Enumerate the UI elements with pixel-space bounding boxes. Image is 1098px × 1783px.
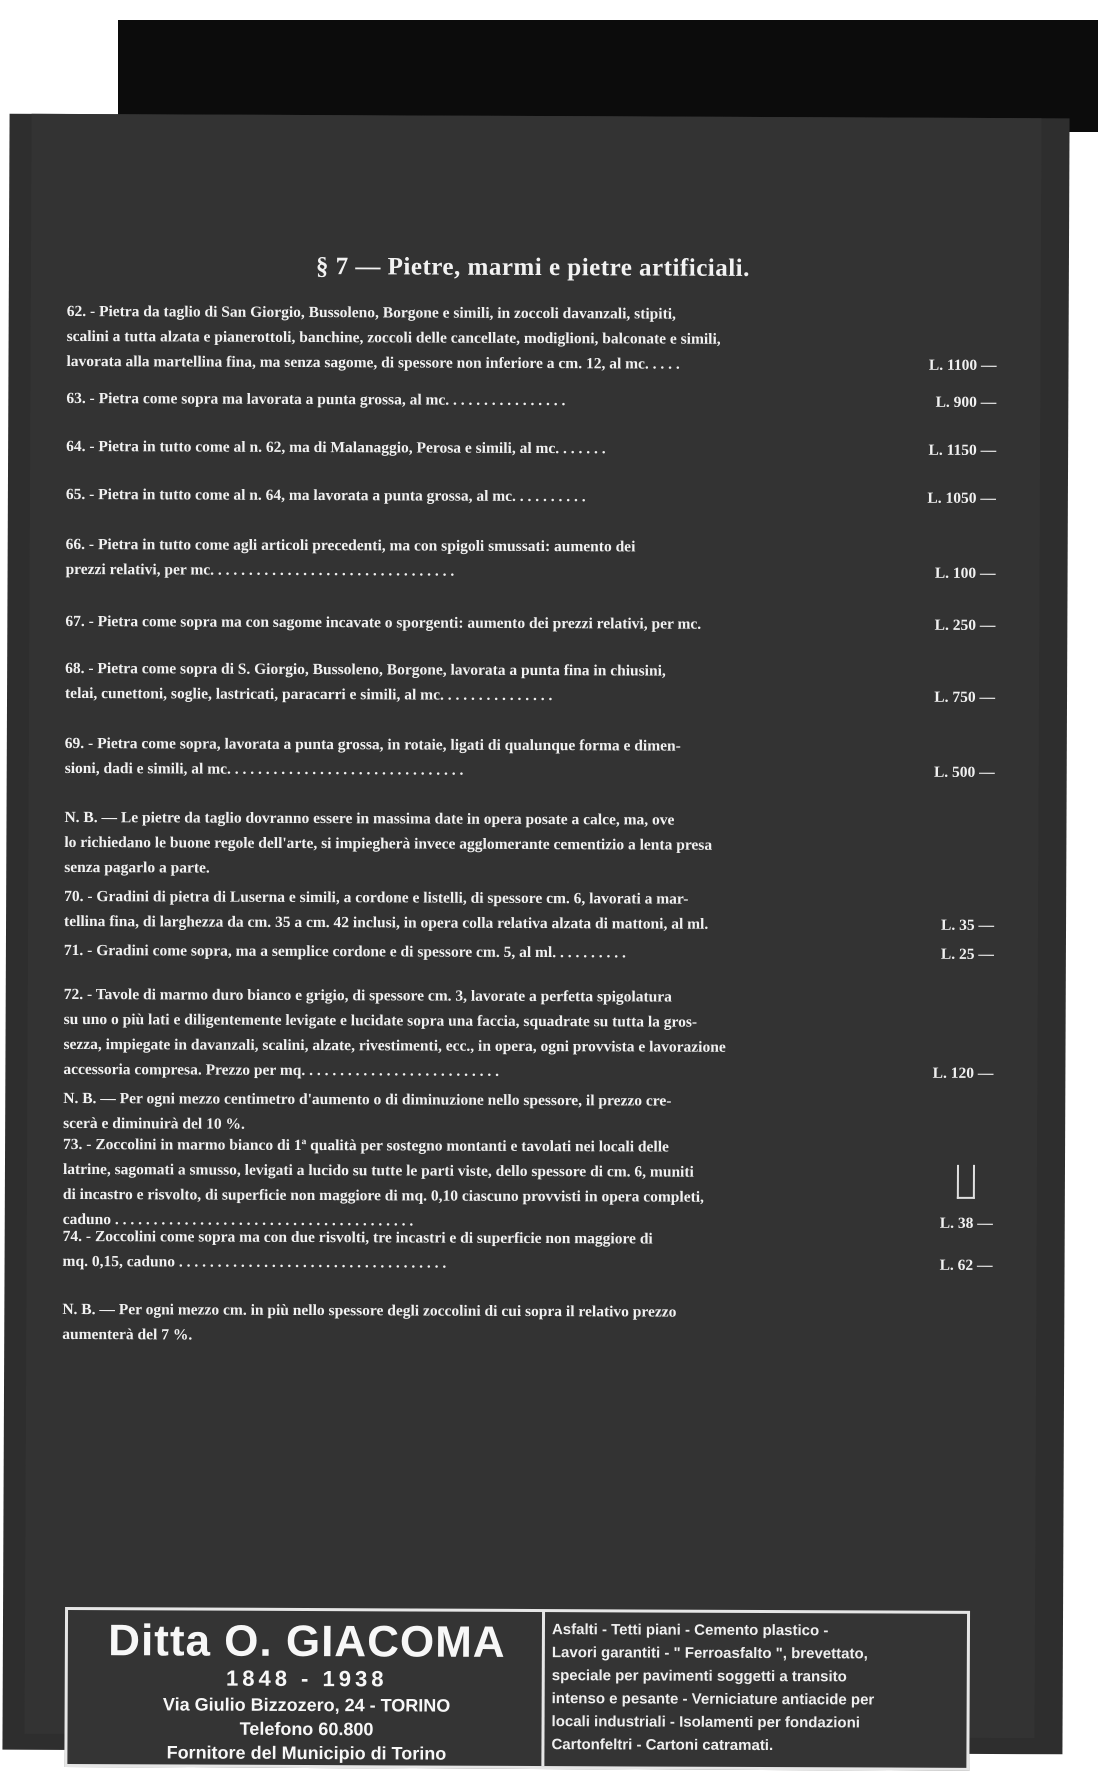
article-price: L. 100 — xyxy=(934,564,996,583)
article-price: L. 1150 — xyxy=(928,441,997,460)
article-73 xyxy=(62,1132,993,1236)
article-line: 63. - Pietra come sopra ma lavorata a punta grossa, al mc. . . . . . . . . . . . . . . . L. 900 — xyxy=(66,386,986,415)
article-line: N. B. — Per ogni mezzo cm. in più nello spessore degli zoccolini di cui sopra il relativo prezzo xyxy=(62,1300,677,1321)
ad-divider xyxy=(541,1612,545,1766)
article-line: sezza, impiegate in davanzali, scalini, alzate, rivestimenti, ecc., in opera, ogni provvista e lavorazione xyxy=(63,1035,726,1056)
article-line: caduno . . . . . . . . . . . . . . . . . . . . . . . . . . . . . . . . . . . . . . . L. 38 — xyxy=(63,1207,983,1236)
article-line: scerà e diminuirà del 10 %. xyxy=(63,1114,245,1133)
article-line: prezzi relativi, per mc. . . . . . . . . . . . . . . . . . . . . . . . . . . . . . . . L. 100 — xyxy=(66,557,986,586)
article-line: 62. - Pietra da taglio di San Giorgio, Bussoleno, Borgone e simili, in zoccoli davanzali, stipiti, xyxy=(66,302,676,323)
article-line: 65. - Pietra in tutto come al n. 64, ma lavorata a punta grossa, al mc. . . . . . . . . . L. 1050 — xyxy=(66,482,986,511)
ad-supplier: Fornitore del Municipio di Torino xyxy=(166,1742,447,1764)
article-line: 73. - Zoccolini in marmo bianco di 1ª qualità per sostegno montanti e tavolati nei locali delle xyxy=(63,1135,669,1156)
article-price: L. 62 — xyxy=(939,1256,993,1274)
article-line: 66. - Pietra in tutto come agli articoli precedenti, ma con spigoli smussati: aumento dei xyxy=(65,535,636,556)
section-title: § 7 — Pietre, marmi e pietre artificiali. xyxy=(315,253,750,282)
article-nb1 xyxy=(64,805,984,884)
article-63 xyxy=(66,386,997,415)
article-price: L. 900 — xyxy=(935,393,997,412)
article-line: su uno o più lati e diligentemente levigate e lucidate sopra una faccia, squadrate su tutta la gros- xyxy=(63,1010,698,1031)
article-line: latrine, sagomati a smusso, levigati a lucido su tutte le parti viste, dello spessore di cm. 6, muniti xyxy=(62,1160,694,1181)
article-70 xyxy=(64,884,995,938)
article-line: sioni, dadi e simili, al mc. . . . . . . . . . . . . . . . . . . . . . . . . . . . . . . L. 500 — xyxy=(65,756,985,785)
article-line: N. B. — Per ogni mezzo centimetro d'aumento o di diminuzione nello spessore, il prezzo cre- xyxy=(63,1089,672,1110)
article-66 xyxy=(65,532,996,586)
document-page xyxy=(2,114,1069,1764)
ad-phone: Telefono 60.800 xyxy=(239,1718,374,1740)
article-line: scalini a tutta alzata e pianerottoli, banchine, zoccoli delle cancellate, modiglioni, balconate e simili, xyxy=(66,327,721,348)
article-line: 74. - Zoccolini come sopra ma con due risvolti, tre incastri e di superficie non maggiore di xyxy=(62,1227,653,1248)
article-line: accessoria compresa. Prezzo per mq. . . . . . . . . . . . . . . . . . . . . . . . . . L. 120 — xyxy=(63,1057,983,1086)
ad-service-line: Lavori garantiti - " Ferroasfalto ", brevettato, xyxy=(551,1644,868,1663)
article-price: L. 1100 — xyxy=(928,356,997,375)
article-price: L. 35 — xyxy=(941,916,995,934)
article-line: senza pagarlo a parte. xyxy=(64,858,210,877)
article-72 xyxy=(63,982,994,1086)
ad-company-name: Ditta O. GIACOMA xyxy=(108,1616,506,1667)
article-line: 70. - Gradini di pietra di Luserna e simili, a cordone e listelli, di spessore cm. 6, lavorati a mar- xyxy=(64,887,689,908)
corner-bracket-mark xyxy=(957,1165,975,1199)
article-line: 67. - Pietra come sopra ma con sagome incavate o sporgenti: aumento dei prezzi relativi, per mc. L. 250 — xyxy=(65,609,985,638)
article-67 xyxy=(65,609,996,638)
advertisement-box xyxy=(64,1607,970,1771)
article-69 xyxy=(64,731,995,785)
article-price: L. 120 — xyxy=(932,1064,994,1082)
article-line: 69. - Pietra come sopra, lavorata a punta grossa, in rotaie, ligati di qualunque forma e dimen- xyxy=(64,734,681,755)
article-71 xyxy=(63,938,994,967)
article-price: L. 1050 — xyxy=(927,489,996,508)
article-line: lo richiedano le buone regole dell'arte, si impiegherà invece agglomerante cementizio a lenta presa xyxy=(64,833,713,854)
article-line: di incastro e risvolto, di superficie non maggiore di mq. 0,10 ciascuno provvisti in opera completi, xyxy=(62,1185,704,1206)
ad-service-line: speciale per pavimenti soggetti a transito xyxy=(551,1667,847,1686)
ad-service-line: Asfalti - Tetti piani - Cemento plastico - xyxy=(551,1621,829,1640)
article-line: aumenterà del 7 %. xyxy=(62,1325,193,1344)
article-price: L. 250 — xyxy=(934,616,996,635)
ad-service-line: intenso e pesante - Verniciature antiacide per xyxy=(551,1690,875,1709)
article-price: L. 38 — xyxy=(939,1214,993,1232)
article-nb3 xyxy=(62,1297,982,1351)
article-line: 64. - Pietra in tutto come al n. 62, ma di Malanaggio, Perosa e simili, al mc. . . . . . . L. 1150 — xyxy=(66,434,986,463)
article-price: L. 750 — xyxy=(934,688,996,707)
ad-service-line: locali industriali - Isolamenti per fondazioni xyxy=(551,1713,860,1732)
ad-left-panel xyxy=(75,1616,538,1764)
article-74 xyxy=(62,1224,993,1278)
article-line: 68. - Pietra come sopra di S. Giorgio, Bussoleno, Borgone, lavorata a punta fina in chiusini, xyxy=(65,659,666,680)
article-line: tellina fina, di larghezza da cm. 35 a cm. 42 inclusi, in opera colla relativa alzata di mattoni, al ml. L. 35 — xyxy=(64,909,984,938)
article-price: L. 500 — xyxy=(933,763,995,781)
ad-years: 1848 - 1938 xyxy=(225,1665,388,1692)
article-line: 71. - Gradini come sopra, ma a semplice cordone e di spessore cm. 5, al ml. . . . . . . . . . L. 25 — xyxy=(64,938,984,967)
article-65 xyxy=(65,482,996,511)
page-content xyxy=(25,114,1042,1764)
ad-address: Via Giulio Bizzozero, 24 - TORINO xyxy=(162,1694,451,1716)
article-68 xyxy=(65,656,996,710)
ad-service-line: Cartonfeltri - Cartoni catramati. xyxy=(551,1736,774,1755)
article-price: L. 25 — xyxy=(940,945,994,963)
article-64 xyxy=(66,434,997,463)
article-line: telai, cunettoni, soglie, lastricati, paracarri e simili, al mc. . . . . . . . . . . . . . . L. 750 — xyxy=(65,681,985,710)
article-62 xyxy=(66,299,997,378)
article-line: N. B. — Le pietre da taglio dovranno essere in massima date in opera posate a calce, ma, ove xyxy=(64,808,675,829)
ad-right-panel xyxy=(551,1618,962,1760)
article-line: mq. 0,15, caduno . . . . . . . . . . . . . . . . . . . . . . . . . . . . . . . . . . . L. 62 — xyxy=(63,1249,983,1278)
article-line: lavorata alla martellina fina, ma senza sagome, di spessore non inferiore a cm. 12, al mc. . . . . L. 1100 — xyxy=(66,349,986,378)
article-line: 72. - Tavole di marmo duro bianco e grigio, di spessore cm. 3, lavorate a perfetta spigolatura xyxy=(63,985,672,1006)
